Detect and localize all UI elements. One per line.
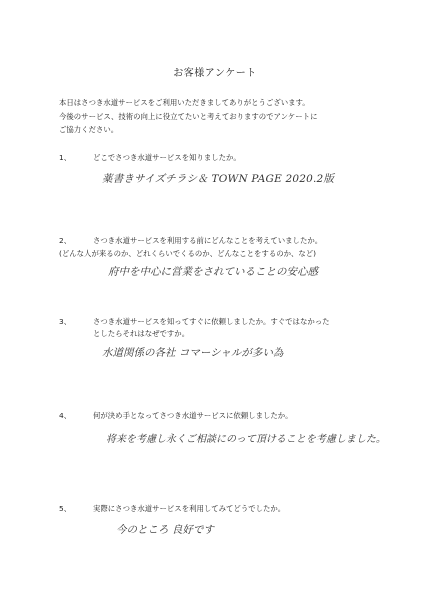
question-number: 2、 [59, 236, 72, 245]
question-number: 3、 [59, 317, 72, 326]
question-text: さつき水道サービスを利用する前にどんなことを考えていましたか。 [93, 236, 323, 245]
question-text: さつき水道サービスを知ってすぐに依頼しましたか。すぐではなかった としたらそれはなぜですか。 [93, 317, 330, 338]
question-text: 実際にさつき水道サービスを利用してみてどうでしたか。 [93, 504, 286, 513]
handwritten-answer: 将来を考慮し永くご相談にのって頂けることを考慮しました。 [106, 434, 386, 445]
question-number: 5、 [59, 504, 72, 513]
handwritten-answer: 今のところ 良好です [116, 524, 214, 536]
page-title: お客様アンケート [173, 68, 257, 79]
handwritten-answer: 府中を中心に営業をされていることの安心感 [108, 266, 318, 278]
question-text: 何が決め手となってさつき水道サービスに依頼しましたか。 [93, 411, 293, 420]
question-number: 4、 [59, 411, 72, 420]
question-subtext: (どんな人が来るのか、どれくらいでくるのか、どんなことをするのか、など) [59, 249, 317, 258]
question-text: どこでさつき水道サービスを知りましたか。 [93, 153, 241, 162]
intro-text: 本日はさつき水道サービスをご利用いただきましてありがとうございます。 今後のサービス、技術の向上に役立てたいと考えておりますのでアンケートに ご協力ください。 [59, 98, 318, 134]
handwritten-answer: 水道関係の各社 コマーシャルが多い為 [102, 347, 284, 359]
handwritten-answer: 薬書きサイズチラシ＆ TOWN PAGE 2020.2版 [102, 173, 335, 185]
question-number: 1、 [59, 153, 72, 162]
